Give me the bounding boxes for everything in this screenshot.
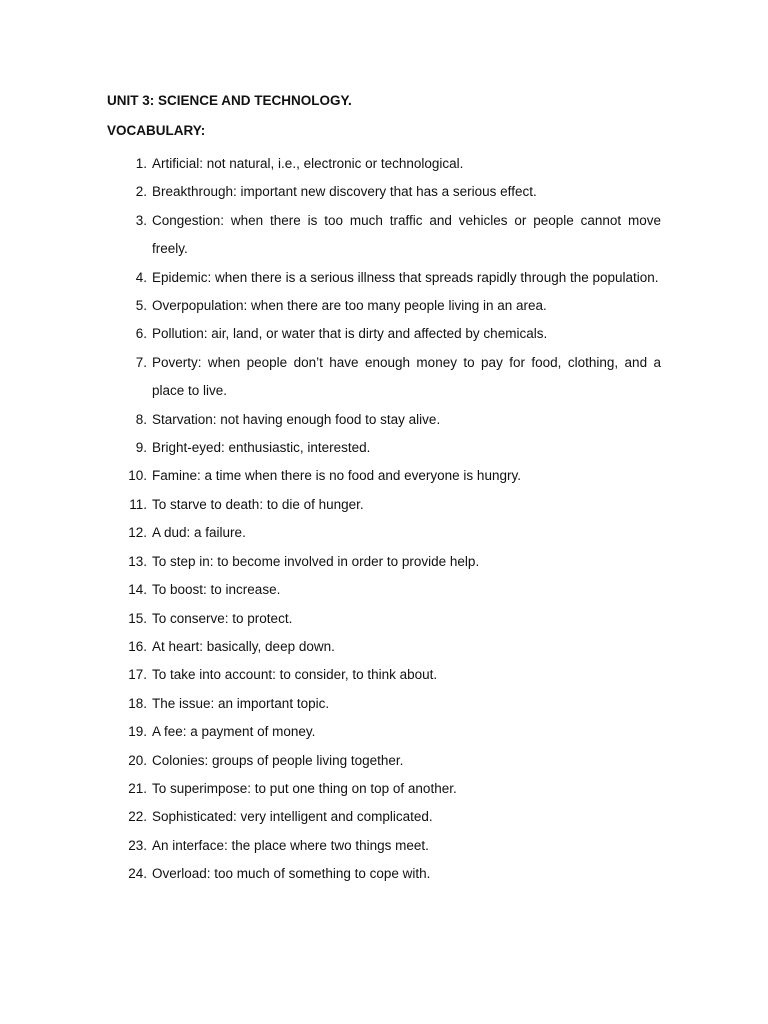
vocab-item [107,434,661,462]
vocab-item-text: Colonies: groups of people living together. [152,752,404,768]
vocab-item-number: 14. [128,582,147,598]
vocab-item-number: 13. [128,553,147,569]
vocab-item [107,491,661,519]
vocab-item [107,633,661,661]
vocab-item-number: 17. [128,667,147,683]
vocab-item [107,661,661,689]
vocab-item-text: A fee: a payment of money. [152,724,316,740]
vocab-item-text: To starve to death: to die of hunger. [152,496,364,512]
vocab-item-number: 10. [128,468,147,484]
vocab-item-number: 4. [135,269,147,285]
vocab-item-text: Famine: a time when there is no food and everyone is hungry. [152,468,521,484]
vocab-item-text: Breakthrough: important new discovery that has a serious effect. [152,184,537,200]
vocab-item-text: Epidemic: when there is a serious illness that spreads rapidly through the population. [152,269,659,285]
vocab-item-number: 21. [128,780,147,796]
vocab-item-text: Sophisticated: very intelligent and complicated. [152,809,433,825]
vocab-item-number: 6. [135,326,147,342]
vocab-item-number: 22. [128,809,147,825]
vocab-item-number: 16. [128,638,147,654]
vocab-item [107,832,661,860]
vocab-item-text: Starvation: not having enough food to stay alive. [152,411,441,427]
vocab-item [107,406,661,434]
vocab-item [107,747,661,775]
vocab-item-text: Artificial: not natural, i.e., electronic or technological. [152,156,464,171]
vocab-item-number: 23. [128,837,147,853]
unit-title: UNIT 3: SCIENCE AND TECHNOLOGY. [107,93,352,108]
vocab-item [107,462,661,490]
vocab-item-text: At heart: basically, deep down. [152,638,335,654]
vocab-item-number: 19. [128,724,147,740]
vocab-item [107,292,661,320]
vocab-item-text: Pollution: air, land, or water that is dirty and affected by chemicals. [152,326,548,342]
vocab-item [107,718,661,746]
vocab-item-number: 3. [135,212,147,228]
vocab-item [107,860,661,888]
vocab-item-text: To boost: to increase. [152,582,281,598]
vocab-item [107,519,661,547]
vocab-item [107,605,661,633]
vocab-item-text: Congestion: when there is too much traffic and vehicles or people cannot move freely. [152,212,661,257]
vocab-item-number: 12. [128,525,147,541]
vocab-item-number: 7. [135,354,147,370]
vocab-item-number: 5. [135,298,147,314]
vocab-item-number: 18. [128,695,147,711]
vocab-item [107,690,661,718]
vocab-item-number: 9. [135,440,147,456]
vocab-item-text: To take into account: to consider, to think about. [152,667,438,683]
vocab-item-text: The issue: an important topic. [152,695,330,711]
vocab-item [107,150,661,178]
vocab-item-text: Poverty: when people don’t have enough money to pay for food, clothing, and a place to live. [152,354,661,399]
vocab-item [107,207,661,264]
vocab-item-text: Overload: too much of something to cope with. [152,866,431,882]
vocab-item-number: 1. [135,156,147,171]
vocab-item-number: 8. [135,411,147,427]
vocab-item-text: To superimpose: to put one thing on top of another. [152,780,457,796]
vocab-item [107,775,661,803]
vocab-item-number: 11. [129,496,147,512]
vocab-item-number: 24. [128,866,147,882]
vocab-item [107,320,661,348]
vocab-item-text: An interface: the place where two things meet. [152,837,429,853]
section-title-vocabulary: VOCABULARY: [107,123,206,138]
vocab-item-number: 2. [135,184,147,200]
vocab-item-text: Bright-eyed: enthusiastic, interested. [152,440,371,456]
vocab-item [107,548,661,576]
vocab-item [107,803,661,831]
vocabulary-list [107,150,661,889]
vocab-item-text: A dud: a failure. [152,525,246,541]
vocab-item-text: To conserve: to protect. [152,610,293,626]
vocab-item [107,264,661,292]
vocab-item [107,576,661,604]
vocab-item [107,178,661,206]
vocab-item-text: To step in: to become involved in order to provide help. [152,553,480,569]
vocab-item-text: Overpopulation: when there are too many people living in an area. [152,298,547,314]
vocab-item-number: 15. [128,610,147,626]
vocab-item-number: 20. [128,752,147,768]
vocab-item [107,349,661,406]
